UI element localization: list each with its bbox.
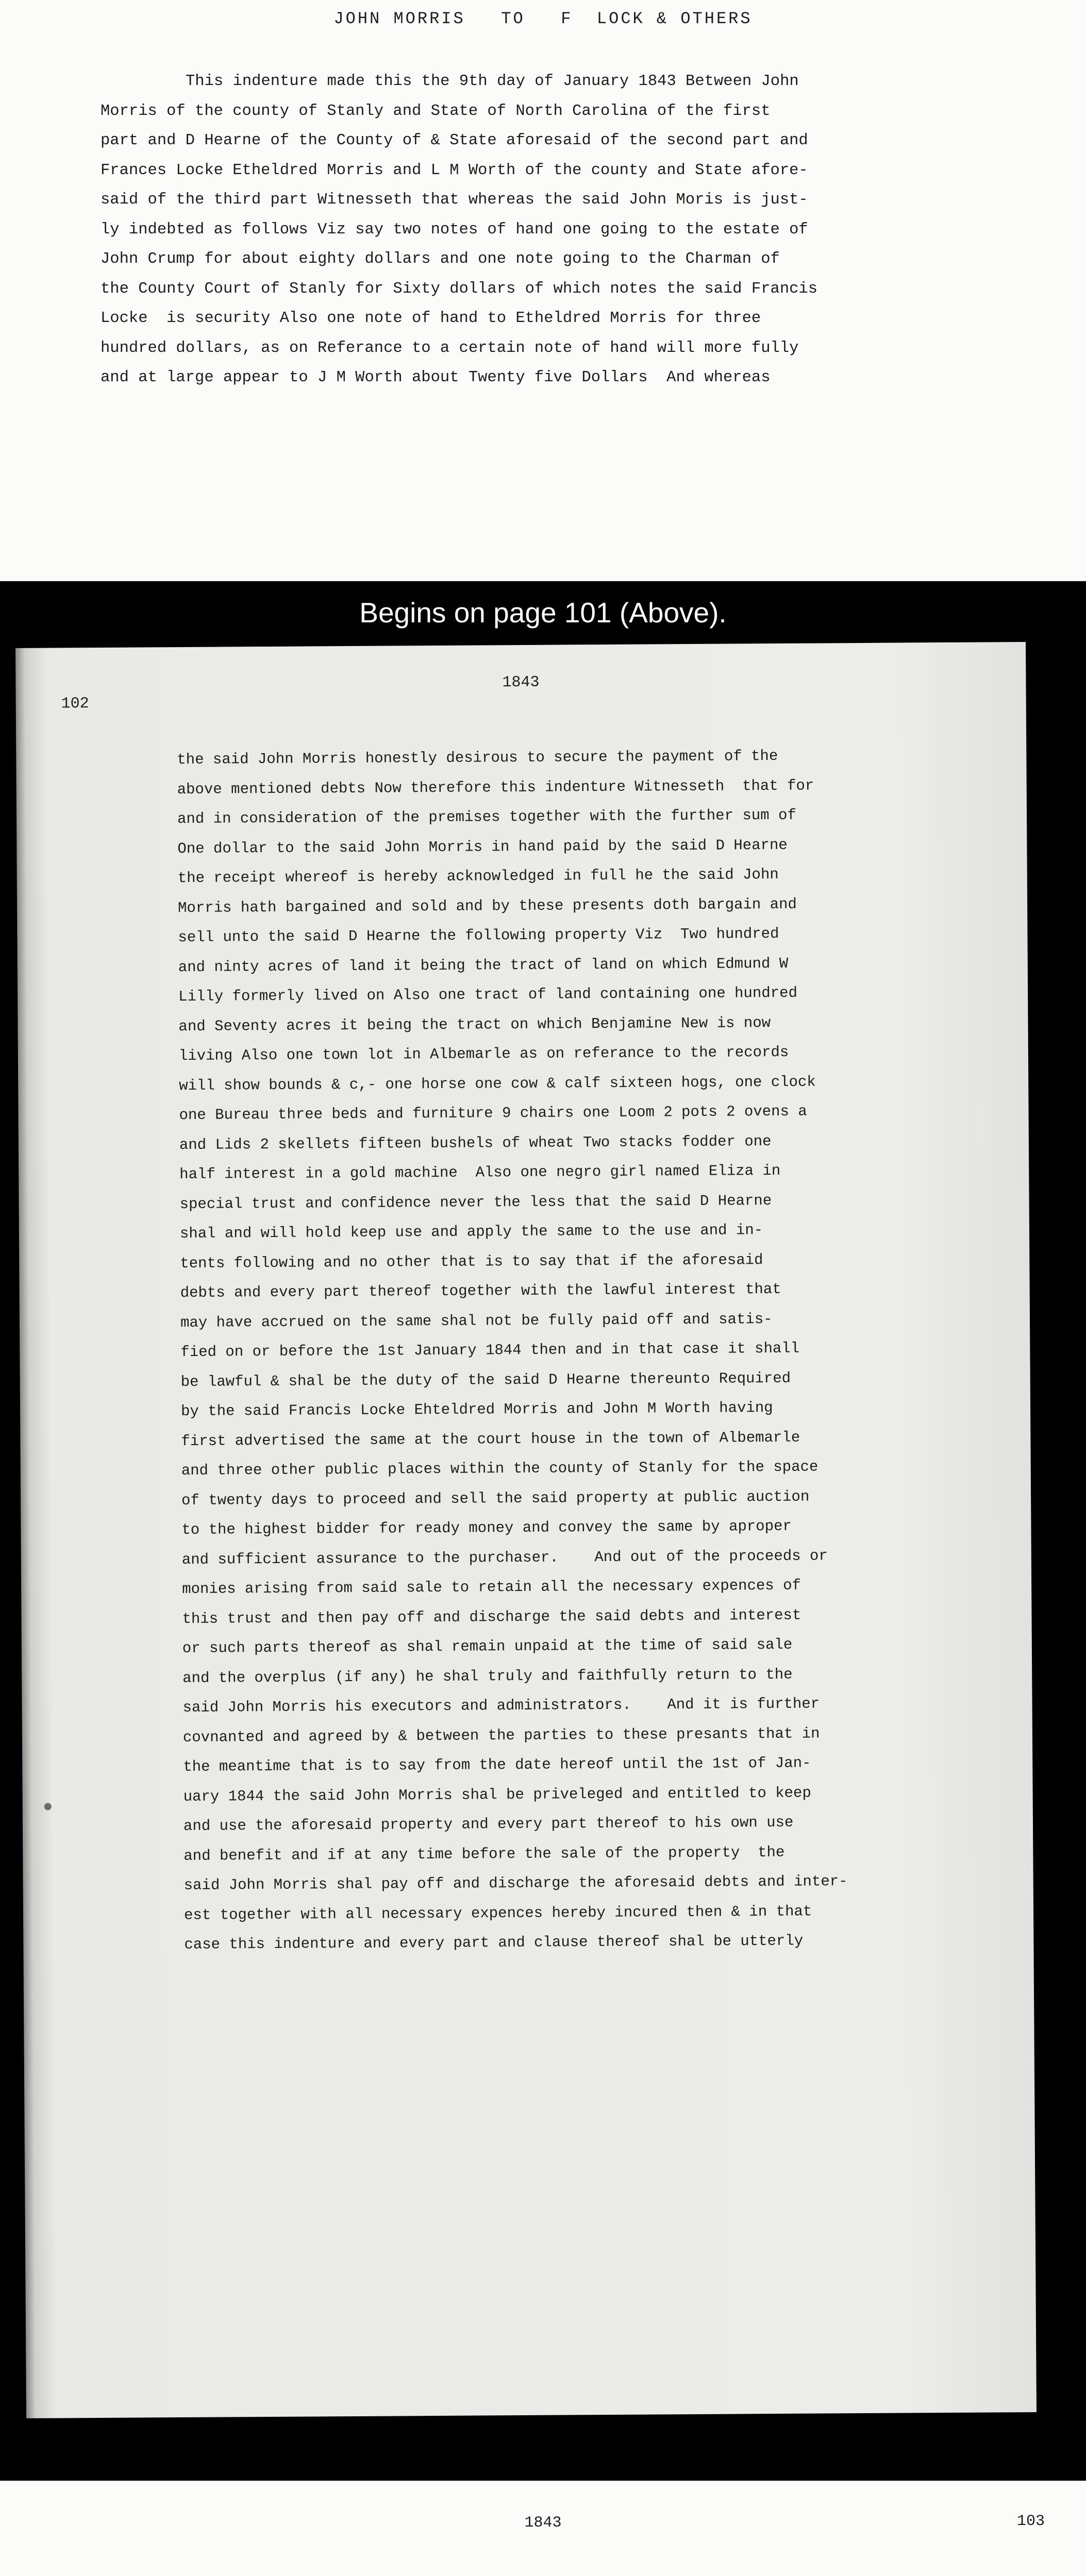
- text-line: to the highest bidder for ready money and convey the same by aproper: [181, 1517, 792, 1539]
- text-line: uary 1844 the said John Morris shal be priveleged and entitled to keep: [183, 1784, 811, 1805]
- text-line: said of the third part Witnesseth that whereas the said John Moris is just-: [101, 191, 808, 209]
- text-line: monies arising from said sale to retain all the necessary expences of: [182, 1577, 801, 1598]
- text-line: the meantime that is to say from the date hereof until the 1st of Jan-: [183, 1754, 811, 1776]
- text-line: and ninty acres of land it being the tract of land on which Edmund W: [178, 955, 789, 976]
- text-line: Morris of the county of Stanly and State of North Carolina of the first: [101, 102, 771, 120]
- paper-blemish: [44, 1803, 52, 1810]
- text-line: tents following and no other that is to say that if the aforesaid: [180, 1251, 763, 1272]
- text-line: Lilly formerly lived on Also one tract of land containing one hundred: [178, 984, 798, 1006]
- deed-text-page-101: [101, 67, 1000, 393]
- text-line: said John Morris shal pay off and discharge the aforesaid debts and inter-: [183, 1873, 848, 1894]
- deed-page-102: [15, 642, 1037, 2418]
- text-line: be lawful & shal be the duty of the said D Hearne thereunto Required: [180, 1369, 791, 1391]
- text-line: fied on or before the 1st January 1844 then and in that case it shall: [180, 1340, 800, 1361]
- text-line: above mentioned debts Now therefore this indenture Witnesseth that for: [177, 777, 814, 798]
- text-line: est together with all necessary expences hereby incured then & in that: [183, 1903, 812, 1924]
- text-line: and the overplus (if any) he shal truly and faithfully return to the: [182, 1666, 793, 1687]
- text-line: living Also one town lot in Albemarle as on referance to the records: [178, 1043, 789, 1065]
- text-line: John Crump for about eighty dollars and one note going to the Charman of: [101, 250, 780, 268]
- text-line: half interest in a gold machine Also one negro girl named Eliza in: [179, 1162, 781, 1183]
- text-line: by the said Francis Locke Ehteldred Morris and John M Worth having: [180, 1399, 773, 1420]
- text-line: Frances Locke Etheldred Morris and L M Worth of the county and State afore-: [101, 161, 808, 179]
- text-line: the receipt whereof is hereby acknowledged in full he the said John: [177, 866, 779, 887]
- text-line: and Lids 2 skellets fifteen bushels of wheat Two stacks fodder one: [179, 1132, 772, 1154]
- text-line: the said John Morris honestly desirous to secure the payment of the: [177, 747, 778, 769]
- text-line: and in consideration of the premises together with the further sum of: [177, 806, 796, 828]
- text-line: Locke is security Also one note of hand to Etheldred Morris for three: [101, 310, 761, 327]
- text-line: first advertised the same at the court house in the town of Albemarle: [181, 1429, 800, 1450]
- text-line: debts and every part thereof together with the lawful interest that: [180, 1280, 781, 1302]
- text-line: This indenture made this the 9th day of January 1843 Between John: [186, 73, 799, 90]
- text-line: hundred dollars, as on Referance to a certain note of hand will more fully: [101, 339, 799, 357]
- text-line: and at large appear to J M Worth about Twenty five Dollars And whereas: [101, 369, 771, 386]
- text-line: special trust and confidence never the less that the said D Hearne: [179, 1192, 772, 1213]
- text-line: may have accrued on the same shal not be fully paid off and satis-: [180, 1310, 773, 1331]
- text-line: ly indebted as follows Viz say two notes of hand one going to the estate of: [101, 221, 808, 239]
- text-line: one Bureau three beds and furniture 9 chairs one Loom 2 pots 2 ovens a: [179, 1103, 807, 1124]
- text-line: sell unto the said D Hearne the following property Viz Two hundred: [178, 925, 779, 946]
- page-number: 102: [61, 695, 89, 713]
- text-line: of twenty days to proceed and sell the said property at public auction: [181, 1488, 810, 1509]
- text-line: part and D Hearne of the County of & State aforesaid of the second part and: [101, 132, 808, 149]
- page-year: 1843: [502, 673, 540, 692]
- text-line: and benefit and if at any time before the sale of the property the: [183, 1843, 785, 1865]
- deed-page-101: [0, 0, 1086, 581]
- text-line: or such parts thereof as shal remain unpaid at the time of said sale: [182, 1636, 793, 1657]
- text-line: covnanted and agreed by & between the parties to these presants that in: [182, 1724, 820, 1746]
- text-line: shal and will hold keep use and apply the same to the use and in-: [179, 1222, 763, 1243]
- text-line: case this indenture and every part and clause thereof shal be utterly: [184, 1932, 804, 1954]
- page-year: 1843: [524, 2514, 562, 2532]
- text-line: and Seventy acres it being the tract on which Benjamine New is now: [178, 1014, 771, 1035]
- text-line: said John Morris his executors and administrators. And it is further: [182, 1695, 820, 1717]
- text-line: the County Court of Stanly for Sixty dollars of which notes the said Francis: [101, 280, 818, 298]
- page-number: 103: [1016, 2513, 1045, 2530]
- text-line: will show bounds & c,- one horse one cow & calf sixteen hogs, one clock: [179, 1073, 816, 1094]
- text-line: and use the aforesaid property and every part thereof to his own use: [183, 1814, 794, 1835]
- text-line: and three other public places within the county of Stanly for the space: [181, 1458, 818, 1480]
- text-line: this trust and then pay off and discharge the said debts and interest: [182, 1606, 801, 1628]
- caption-banner: Begins on page 101 (Above).: [359, 597, 727, 629]
- deed-text-page-102: [177, 740, 998, 1959]
- text-line: One dollar to the said John Morris in hand paid by the said D Hearne: [177, 836, 788, 857]
- text-line: Morris hath bargained and sold and by these presents doth bargain and: [178, 895, 797, 917]
- deed-page-103: [0, 2481, 1086, 2576]
- text-line: and sufficient assurance to the purchaser. And out of the proceeds or: [181, 1547, 828, 1568]
- deed-title: JOHN MORRIS TO F LOCK & OTHERS: [333, 9, 753, 28]
